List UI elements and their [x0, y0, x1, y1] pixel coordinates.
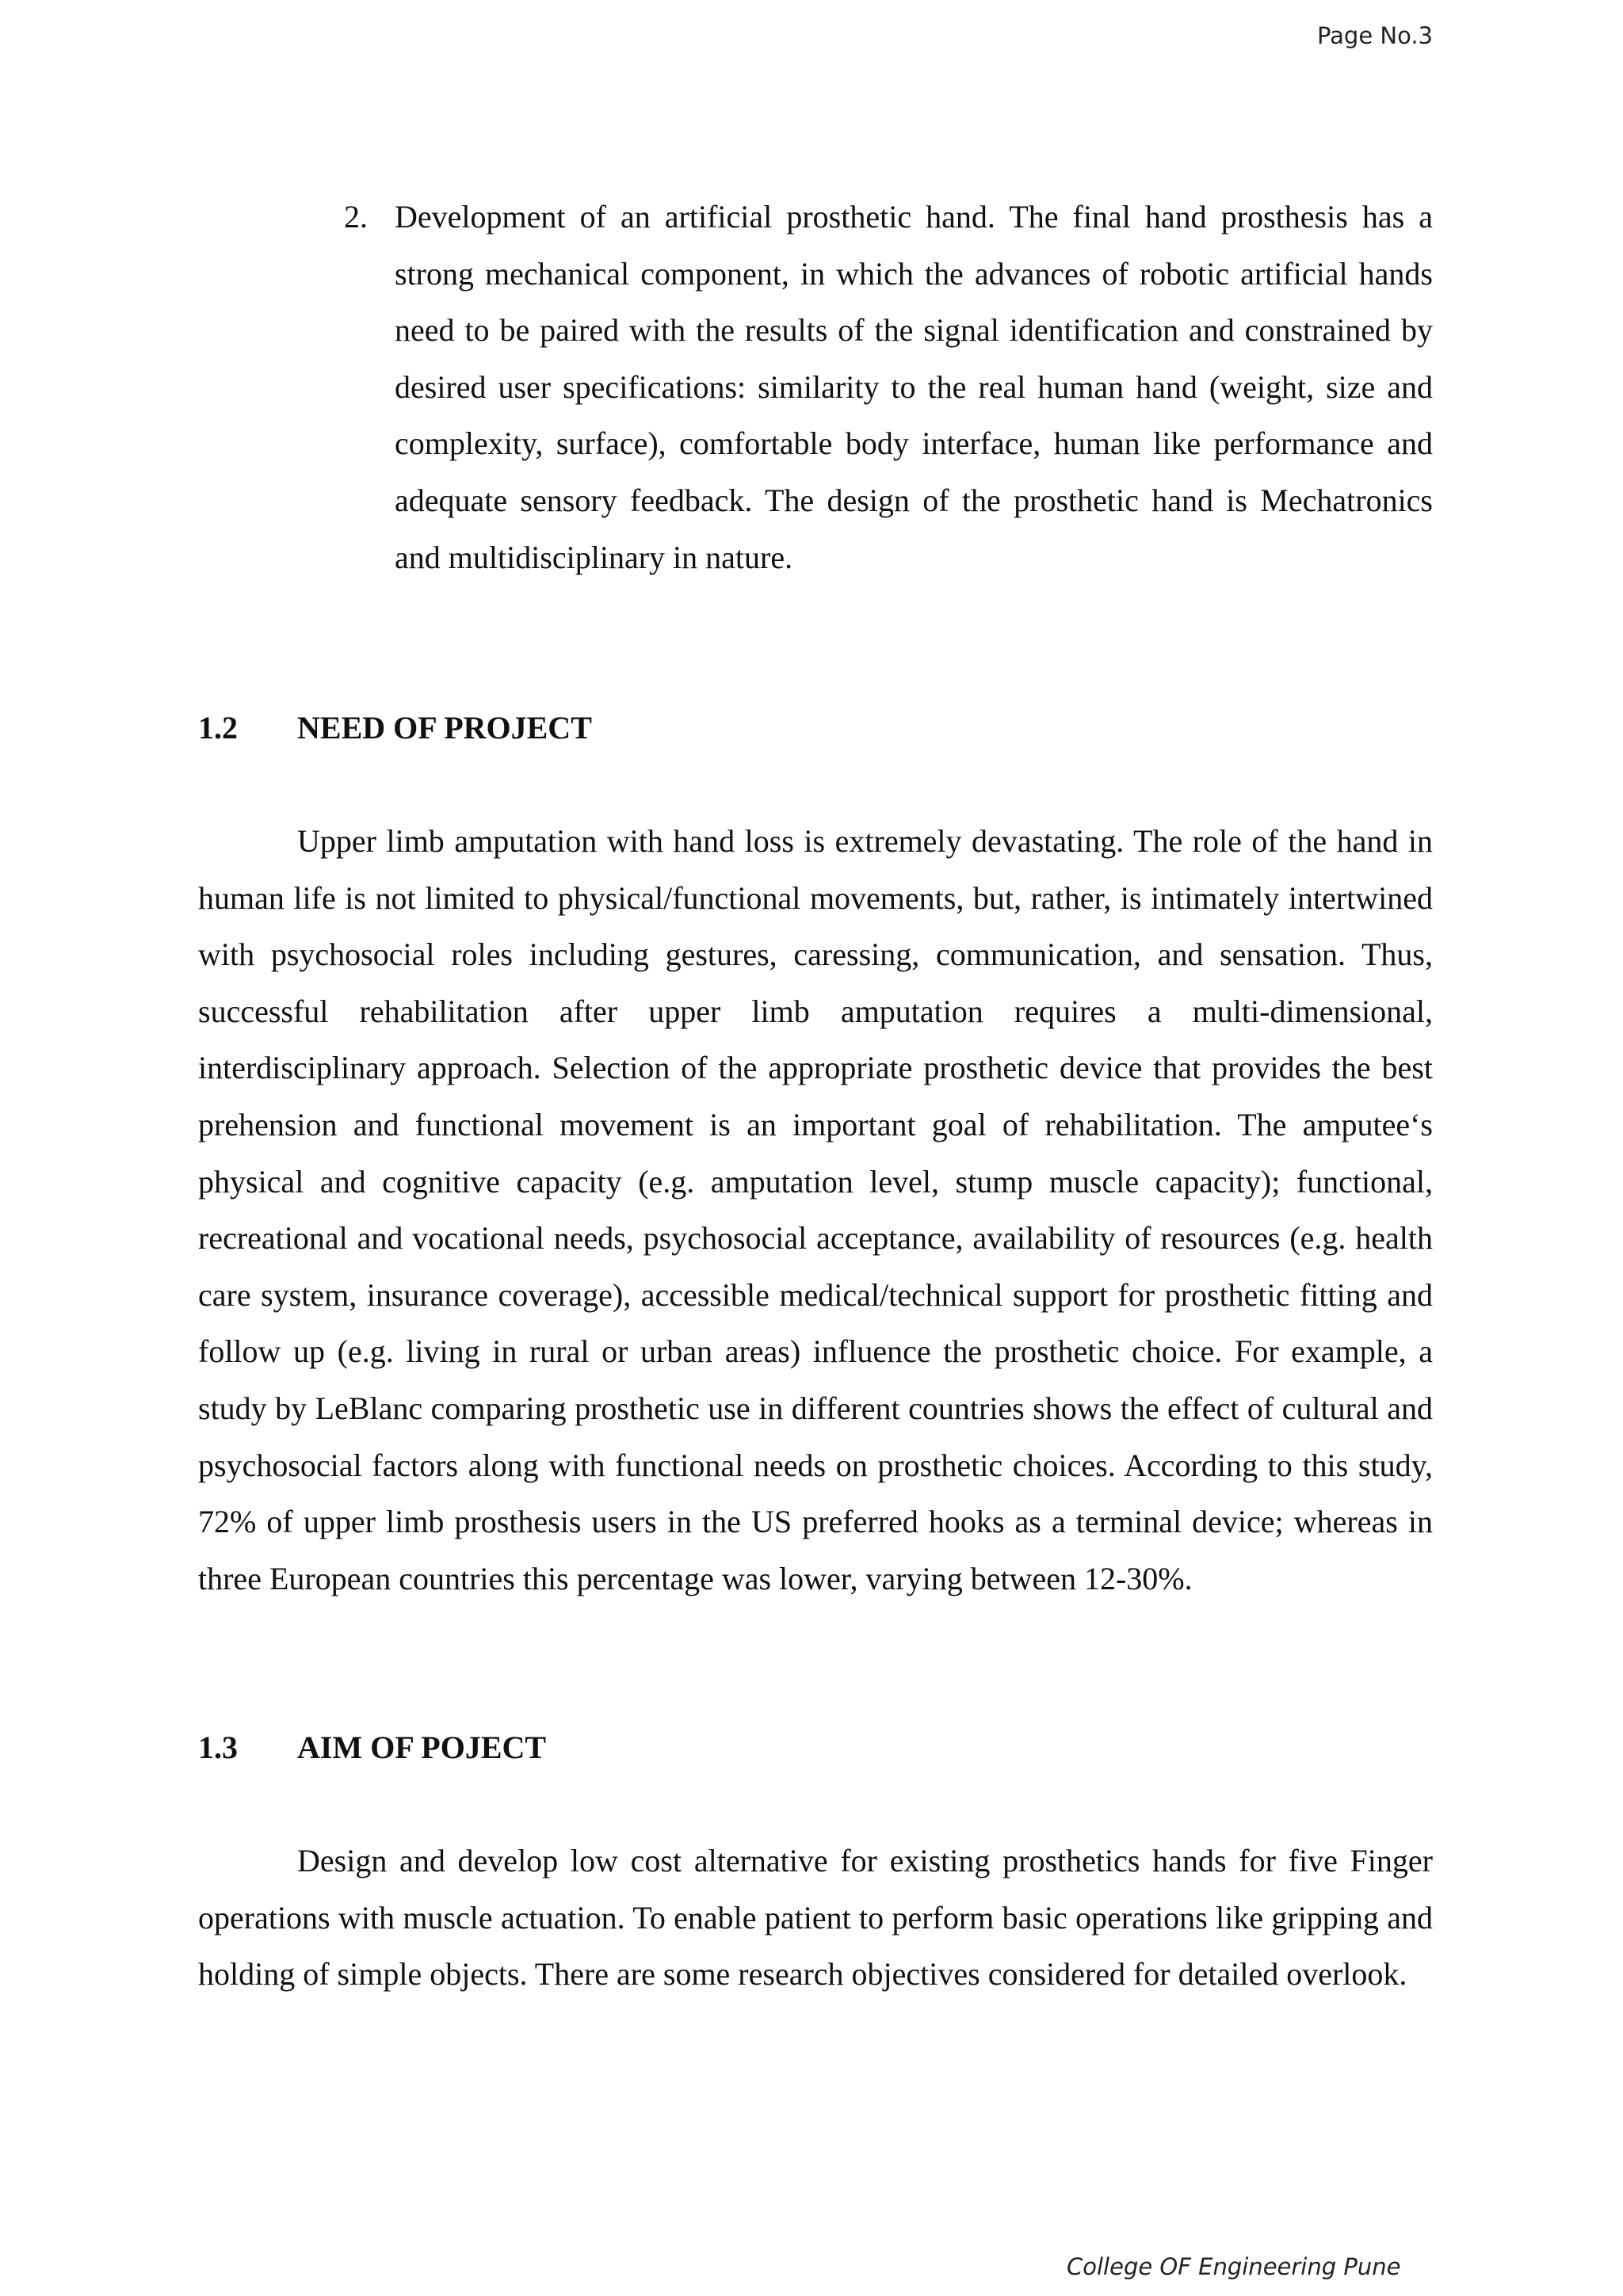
section-number: 1.2 [198, 710, 238, 746]
list-item-text: Development of an artificial prosthetic hand. The final hand prosthesis has a strong mechanical component, in which the advances of robotic artificial hands need to be paired with the results of the signal identification and constrained by desired user specifications: similarity to the real human hand (weight, size and complexity, surface), comfortable body interface, human like performance and adequate sensory feedback. The design of the prosthetic hand is Mechatronics and multidisciplinary in nature. [395, 199, 1433, 575]
section-heading-need [198, 709, 592, 746]
section-title: NEED OF PROJECT [297, 710, 592, 746]
need-paragraph: Upper limb amputation with hand loss is extremely devastating. The role of the hand in human life is not limited to physical/functional movements, but, rather, is intimately intertwined with psychosocial roles including gestures, caressing, communication, and sensation. Thus, successful rehabilitation after upper limb amputation requires a multi-dimensional, interdisciplinary approach. Selection of the appropriate prosthetic device that provides the best prehension and functional movement is an important goal of rehabilitation. The amputee‘s physical and cognitive capacity (e.g. amputation level, stump muscle capacity); functional, recreational and vocational needs, psychosocial acceptance, availability of resources (e.g. health care system, insurance coverage), accessible medical/technical support for prosthetic fitting and follow up (e.g. living in rural or urban areas) influence the prosthetic choice. For example, a study by LeBlanc comparing prosthetic use in different countries shows the effect of cultural and psychosocial factors along with functional needs on prosthetic choices. According to this study, 72% of upper limb prosthesis users in the US preferred hooks as a terminal device; whereas in three European countries this percentage was lower, varying between 12-30%. [198, 823, 1433, 1596]
list-item-number: 2. [344, 199, 368, 235]
list-item [344, 189, 1433, 585]
footer-college-name: College OF Engineering Pune [1067, 2253, 1401, 2280]
page-number: Page No.3 [1316, 22, 1433, 49]
section-number: 1.3 [198, 1730, 238, 1765]
section-title: AIM OF POJECT [297, 1730, 547, 1765]
aim-paragraph: Design and develop low cost alternative for existing prosthetics hands for five Finger operations with muscle actuation. To enable patient to perform basic operations like gripping and holding of simple objects. There are some research objectives considered for detailed overlook. [198, 1843, 1433, 1993]
section-heading-aim [198, 1729, 546, 1766]
